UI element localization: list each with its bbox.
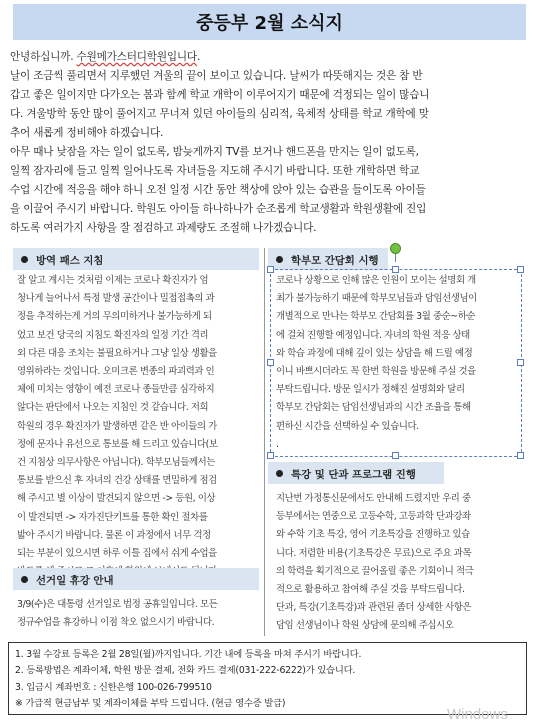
section-title: 학부모 간담회 시행	[291, 254, 379, 267]
body-line: 등부에서는 연중으로 고등수학, 고등과학 단과강좌	[276, 511, 471, 523]
intro-line: 다. 겨울방학 동안 많이 풀어지고 무너져 있던 아이들의 심리적, 육체적 상태를 학교 개학에 맞	[10, 108, 429, 120]
body-line: 최가 불가능하기 때문에 학부모님들과 담임선생님이	[276, 293, 477, 305]
body-line: 정에 문자나 유선으로 통보를 해 드리고 있습니다(보	[17, 438, 218, 450]
body-line: 3/9(수)은 대통령 선거일로 법정 공휴일입니다. 모든	[17, 599, 218, 610]
body-line: 외 다른 대응 조치는 불필요하거나 그냥 일상 생활을	[17, 347, 217, 359]
body-line: 적으로 활용하고 참여해 주실 것을 부탁드립니다.	[276, 584, 465, 596]
registration-notice	[8, 642, 527, 715]
greeting-end: .	[196, 51, 201, 63]
body-line: 정을 추적하는게 거의 무의미하거나 불가능하게 되	[17, 311, 212, 323]
intro-line: 하도록 여러가지 사항을 잘 점검하고 과제량도 조절해 나가겠습니다.	[10, 222, 317, 234]
quarantine-body	[17, 272, 262, 581]
intro-line: 수업 시간에 적응을 해야 하니 오전 일정 시간 동안 책상에 앉아 있는 습관을 들이도록 아이들	[10, 184, 426, 196]
body-line: 청나게 늘어나서 특정 발생 공간이나 밀접접촉의 과	[17, 293, 215, 305]
section-heading-election	[13, 568, 259, 590]
resize-handle-bl[interactable]	[267, 452, 274, 459]
election-body	[17, 596, 262, 632]
body-line: 니다. 저렴한 비용(기초특강은 무료)으로 주요 과목	[276, 547, 472, 559]
resize-handle-l[interactable]	[267, 359, 274, 366]
body-line: .	[276, 438, 279, 450]
body-line: 정규수업을 휴강하니 이점 착오 없으시기 바랍니다.	[17, 617, 215, 629]
body-line: 해 주시고 별 이상이 발견되지 않으면 -> 등원, 이상	[17, 493, 216, 505]
intro-text	[10, 48, 526, 238]
body-line: 되는 부분이 있으시면 하루 이틀 집에서 쉬게 수업을	[17, 548, 217, 560]
body-line: 지난번 가정통신문에서도 안내해 드렸지만 우리 중	[276, 493, 471, 504]
column-divider	[264, 248, 265, 636]
page-title: 중등부 2월 소식지	[196, 13, 343, 34]
notice-line: 2. 등록방법은 계좌이체, 학원 방문 결제, 전화 카드 결제(031-222-6222)가 있습니다.	[15, 665, 356, 677]
intro-line: 추어 새롭게 정비해야 하겠습니다.	[10, 127, 164, 139]
body-line: 에 걸쳐 진행할 예정입니다. 자녀의 학원 적응 상태	[276, 329, 470, 341]
section-heading-special	[268, 462, 444, 484]
section-heading-quarantine	[13, 248, 259, 270]
bullet-icon	[21, 256, 28, 263]
notice-line: 1. 3월 수강료 등록은 2월 28일(월)까지입니다. 기간 내에 등록을 마쳐 주시기 바랍니다.	[15, 649, 362, 660]
section-title: 방역 패스 지침	[36, 254, 104, 267]
activation-watermark: Windows	[447, 706, 508, 723]
bullet-icon	[276, 470, 283, 477]
intro-line: 일찍 잠자리에 들고 일찍 일어나도록 자녀들을 지도해 주시기 바랍니다. 또한 개학하면 학교	[10, 165, 420, 177]
resize-handle-tl[interactable]	[267, 266, 274, 273]
body-line: 이니 바쁘시더라도 꼭 한번 학원을 방문해 주실 것을	[276, 366, 476, 378]
body-line: 체에 미치는 영향이 예전 코로나 종들만큼 심각하지	[17, 384, 215, 396]
body-line: 편하신 시간을 선택하실 수 있습니다.	[276, 420, 419, 432]
intro-line: 아무 때나 낮잠을 자는 일이 없도록, 밤늦게까지 TV를 보거나 핸드폰을 만지는 일이 없도록,	[10, 146, 419, 158]
body-line: 영위하라는 것입니다. 오미크론 변종의 파괴력과 인	[17, 366, 215, 378]
body-line: 건 지침상 의무사항은 아닙니다). 학부모님들께서는	[17, 457, 215, 469]
body-line: 의 학력을 획기적으로 끌어올릴 좋은 기회이니 적극	[276, 565, 474, 577]
body-line: 와 수학 기초 특강, 영어 기초특강을 진행하고 있습	[276, 529, 470, 541]
body-line: 잘 알고 계시는 것처럼 이제는 코로나 확진자가 엄	[17, 275, 209, 286]
special-body	[276, 490, 521, 636]
academy-name: 수원메가스터디학원입니다	[76, 51, 197, 63]
body-line: 학원의 경우 확진자가 발생하면 같은 반 아이들의 가	[17, 420, 217, 432]
consult-body	[276, 272, 521, 454]
body-line: 개별적으로 만나는 학부모 간담회를 3월 중순~하순	[276, 311, 476, 323]
bullet-icon	[21, 576, 28, 583]
section-heading-consult	[268, 248, 388, 270]
notice-line: ※ 가급적 현금납부 및 계좌이체를 부탁 드립니다. (현금 영수증 발급)	[15, 698, 286, 710]
body-line: 코로나 상황으로 인해 많은 인원이 모이는 설명회 개	[276, 275, 476, 286]
body-line: 와 학습 과정에 대해 깊이 있는 상담을 해 드릴 예정	[276, 347, 473, 359]
rotate-stem	[395, 253, 396, 262]
greeting-text: 안녕하십니까.	[10, 51, 77, 63]
body-line: 않다는 판단에서 나오는 지침인 것 같습니다. 저희	[17, 402, 209, 414]
body-line: 밟아 주시기 바랍니다. 물론 이 과정에서 너무 걱정	[17, 529, 211, 541]
body-line: 통보를 받으신 후 자녀의 건강 상태를 면밀하게 점검	[17, 475, 217, 487]
intro-line: 날이 조금씩 풀리면서 지루했던 겨울의 끝이 보이고 있습니다. 날씨가 따뜻해지는 것은 참 반	[10, 70, 423, 82]
body-line: 단과, 특강(기초특강)과 관련된 좀더 상세한 사항은	[276, 602, 472, 614]
body-line: 부탁드립니다. 방문 일시가 정해진 설명회와 달리	[276, 384, 465, 396]
body-line: 었고 보건 당국의 지침도 확진자의 일정 기간 격리	[17, 329, 209, 341]
rotate-handle[interactable]	[390, 243, 401, 254]
bullet-icon	[276, 256, 283, 263]
intro-line: 을 이끌어 주시기 바랍니다. 학원도 아이들 하나하나가 순조롭게 학교생활과 학원생활에 진입	[10, 203, 427, 215]
notice-line: 3. 입금시 계좌번호 : 신한은행 100-026-799510	[15, 681, 212, 693]
intro-greeting	[10, 48, 526, 67]
section-title: 특강 및 단과 프로그램 진행	[291, 468, 416, 481]
body-line: 담임 선생님이나 학원 상담에 문의해 주십시오	[276, 620, 454, 632]
title-banner	[13, 4, 526, 40]
section-title: 선거일 휴강 안내	[36, 574, 114, 587]
body-line: 이 발견되면 -> 자가진단키트를 통한 확인 절차를	[17, 511, 208, 523]
intro-line: 갑고 좋은 일이지만 다가오는 봄과 함께 학교 개학이 이루어지기 때문에 걱정되는 일이 많습니	[10, 89, 430, 101]
body-line: 학부모 간담회는 담임선생님과의 시간 조율을 통해	[276, 402, 471, 414]
